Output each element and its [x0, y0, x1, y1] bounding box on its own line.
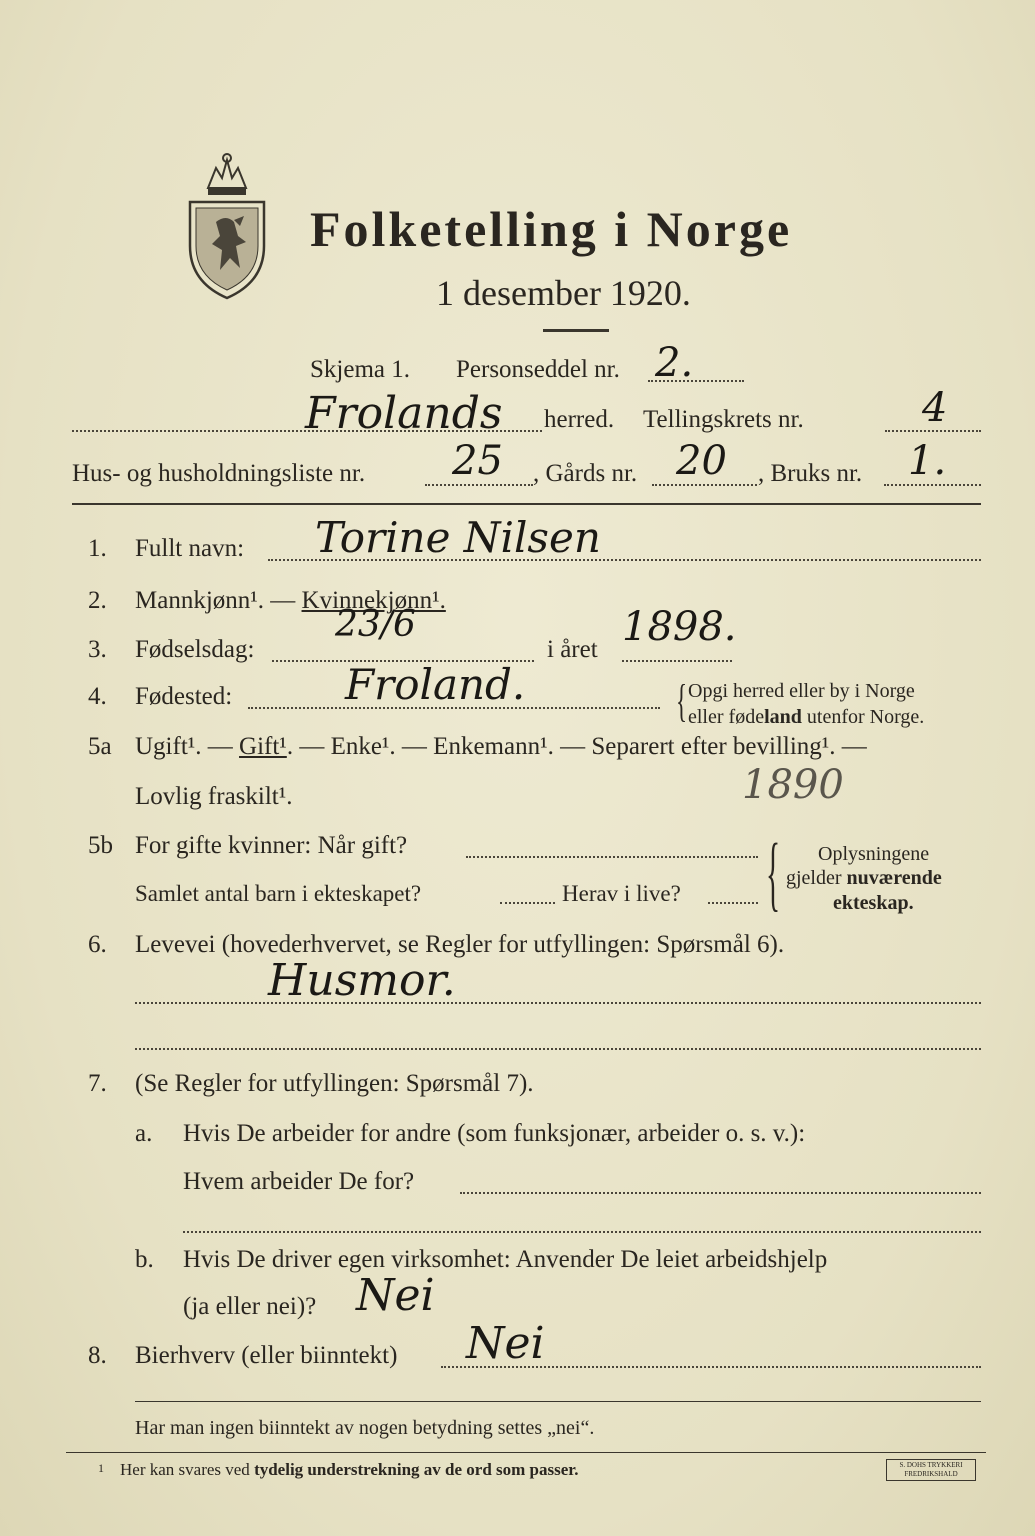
footnote-mark: 1	[98, 1461, 104, 1475]
bruks-label: , Bruks nr.	[758, 460, 863, 487]
q4-brace: {	[676, 675, 688, 726]
skjema-label: Skjema 1.	[310, 356, 410, 383]
q7b-line1: Hvis De driver egen virksomhet: Anvender De leiet arbeidshjelp	[183, 1246, 828, 1273]
q8-number: 8.	[88, 1342, 107, 1369]
occupation-value[interactable]: Husmor.	[268, 955, 456, 1006]
q7b-value[interactable]: Nei	[356, 1270, 435, 1321]
q4-number: 4.	[88, 683, 107, 710]
coat-of-arms-emblem	[186, 150, 268, 302]
q1-label: Fullt navn:	[135, 535, 245, 562]
q7-number: 7.	[88, 1070, 107, 1097]
tellingskrets-label: Tellingskrets nr.	[643, 406, 804, 433]
q1-number: 1.	[88, 535, 107, 562]
herred-label: herred.	[544, 406, 615, 433]
q7b-line2: (ja eller nei)?	[183, 1293, 317, 1320]
q3-label: Fødselsdag:	[135, 636, 255, 663]
gards-value[interactable]: 20	[676, 438, 727, 484]
option-ugift[interactable]: Ugift¹. —	[135, 733, 240, 760]
q5b-note3: ekteskap.	[833, 892, 914, 914]
footer-separator	[135, 1401, 981, 1402]
footnote-separator	[66, 1452, 986, 1453]
q7a-line1: Hvis De arbeider for andre (som funksjonær, arbeider o. s. v.):	[183, 1120, 806, 1147]
aret-label: i året	[547, 636, 598, 663]
herred-value[interactable]: Frolands	[305, 388, 503, 439]
hus-line	[425, 484, 533, 486]
footer-note: Har man ingen biinntekt av nogen betydning settes „nei“.	[135, 1417, 595, 1439]
q2-number: 2.	[88, 587, 107, 614]
q7-label: (Se Regler for utfyllingen: Spørsmål 7).	[135, 1070, 534, 1097]
marriage-year-note: 1890	[742, 762, 844, 808]
option-kvinnekjonn[interactable]: Kvinnekjønn¹.	[301, 587, 446, 614]
option-mannkjonn[interactable]: Mannkjønn¹. —	[135, 587, 302, 614]
form-title: Folketelling i Norge	[310, 201, 793, 257]
q5a-options	[135, 733, 867, 761]
q3-number: 3.	[88, 636, 107, 663]
q5b-line1: For gifte kvinner: Når gift?	[135, 832, 408, 859]
hus-label: Hus- og husholdningsliste nr.	[72, 460, 366, 487]
gards-line	[652, 484, 757, 486]
q7a-extra-line	[183, 1231, 981, 1233]
census-date: 1 desember 1920.	[436, 273, 691, 313]
q5b-brace: {	[766, 827, 781, 920]
q5b-live-label: Herav i live?	[562, 881, 681, 906]
birthday-value[interactable]: 23/6	[335, 604, 416, 645]
q7a-line2: Hvem arbeider De for?	[183, 1168, 415, 1195]
header-separator	[72, 503, 981, 505]
hus-value[interactable]: 25	[452, 438, 503, 484]
barn-line	[500, 902, 555, 904]
birthplace-value[interactable]: Froland.	[345, 660, 526, 709]
personseddel-label: Personseddel nr.	[456, 356, 620, 383]
q5b-note2: gjelder nuværende	[786, 867, 942, 889]
footnote-text: Her kan svares ved tydelig understrekning av de ord som passer.	[120, 1460, 579, 1479]
q6-number: 6.	[88, 931, 107, 958]
q7b-number: b.	[135, 1246, 154, 1273]
printer-stamp: S. DOHS TRYKKERI FREDRIKSHALD	[886, 1459, 976, 1481]
q8-value[interactable]: Nei	[466, 1318, 545, 1369]
q4-note-line1: Opgi herred eller by i Norge	[688, 680, 915, 702]
gards-label: , Gårds nr.	[533, 460, 638, 487]
nar-gift-line	[466, 856, 758, 858]
q5b-number: 5b	[88, 832, 113, 859]
live-line	[708, 902, 758, 904]
q7a-employer-line	[460, 1192, 981, 1194]
q6-line1	[135, 1002, 981, 1004]
option-gift[interactable]: Gift¹	[239, 733, 287, 760]
birth-year-value[interactable]: 1898.	[622, 604, 737, 650]
q8-label: Bierhverv (eller biinntekt)	[135, 1342, 398, 1369]
q5a-number: 5a	[88, 733, 112, 760]
bruks-line	[884, 484, 981, 486]
q4-label: Fødested:	[135, 683, 233, 710]
title-divider	[543, 329, 609, 332]
aret-line	[622, 660, 732, 662]
q4-note-line2: eller fødeland utenfor Norge.	[688, 706, 925, 728]
tellingskrets-value[interactable]: 4	[922, 385, 948, 431]
q6-label: Levevei (hovederhvervet, se Regler for utfyllingen: Spørsmål 6).	[135, 931, 785, 958]
options-remaining[interactable]: . — Enke¹. — Enkemann¹. — Separert efter bevilling¹. —	[286, 733, 867, 760]
q5b-note1: Oplysningene	[818, 843, 930, 865]
q5b-barn-label: Samlet antal barn i ekteskapet?	[135, 881, 422, 906]
full-name-value[interactable]: Torine Nilsen	[315, 513, 601, 562]
q6-line2	[135, 1048, 981, 1050]
bruks-value[interactable]: 1.	[908, 438, 947, 484]
option-lovlig-fraskilt[interactable]: Lovlig fraskilt¹.	[135, 783, 293, 810]
q7a-number: a.	[135, 1120, 153, 1147]
personseddel-value[interactable]: 2.	[655, 340, 694, 386]
